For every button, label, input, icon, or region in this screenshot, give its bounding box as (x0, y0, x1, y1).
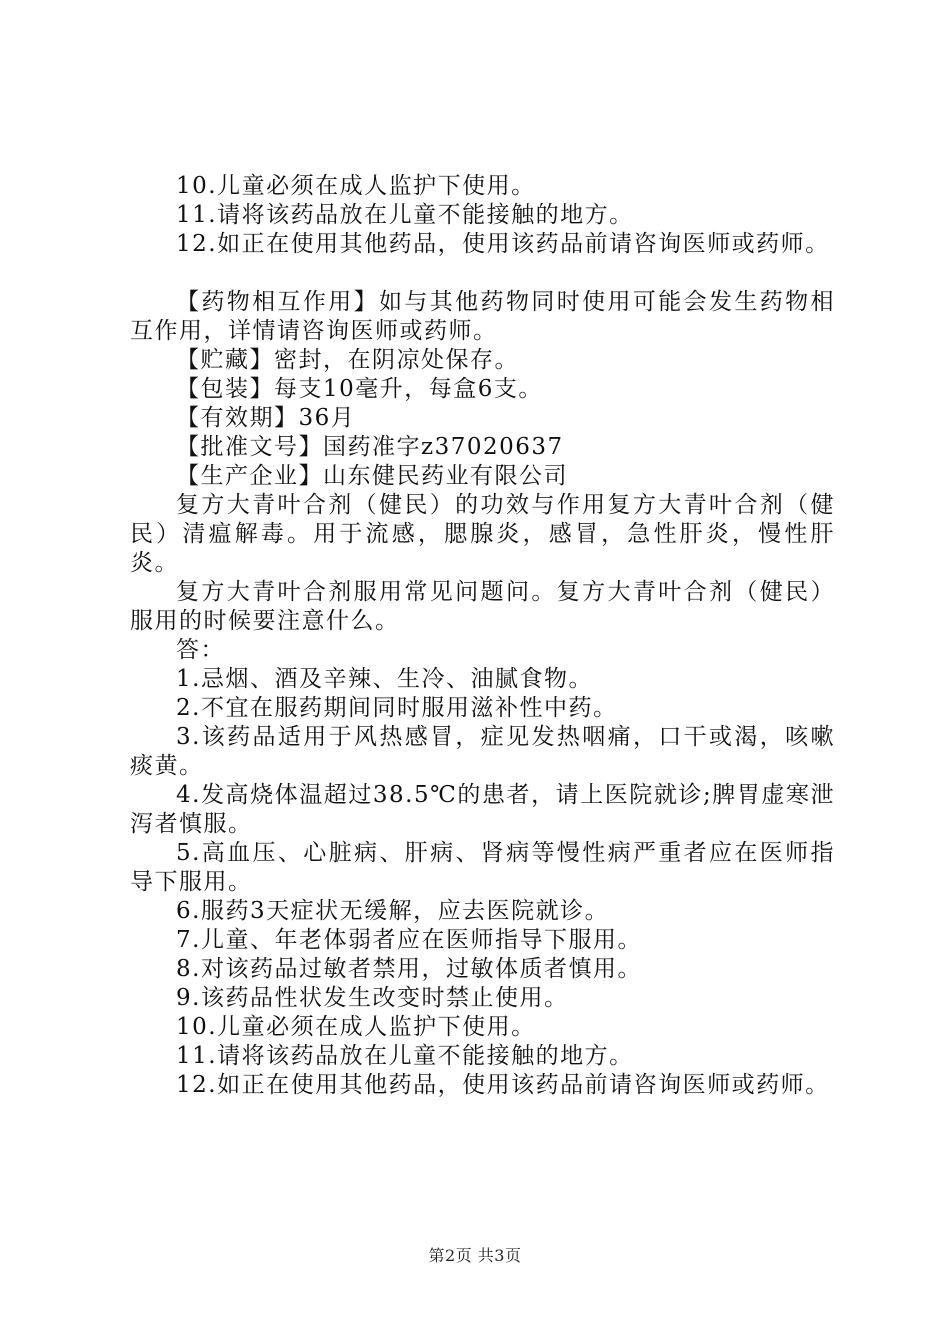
validity-line: 【有效期】36月 (176, 405, 356, 431)
list-item: 12.如正在使用其他药品，使用该药品前请咨询医师或药师。 (176, 1072, 830, 1098)
list-item: 2.不宜在服药期间同时服用滋补性中药。 (176, 695, 618, 721)
list-item: 11.请将该药品放在儿童不能接触的地方。 (176, 1043, 634, 1069)
list-item: 10.儿童必须在成人监护下使用。 (176, 1014, 536, 1040)
document-body (130, 172, 835, 1100)
approval-number-line: 【批准文号】国药准字z37020637 (176, 434, 564, 460)
list-item: 9.该药品性状发生改变时禁止使用。 (176, 985, 569, 1011)
list-item: 8.对该药品过敏者禁用，过敏体质者慎用。 (176, 956, 642, 982)
list-item: 1.忌烟、酒及辛辣、生冷、油腻食物。 (176, 666, 593, 692)
storage-line: 【贮藏】密封，在阴凉处保存。 (176, 347, 519, 373)
page-number: 第2页 共3页 (428, 1246, 522, 1265)
faq-question: 复方大青叶合剂服用常见问题问。复方大青叶合剂（健民）服用的时候要注意什么。 (130, 579, 835, 634)
list-item: 4.发高烧体温超过38.5℃的患者，请上医院就诊;脾胃虚寒泄泻者慎服。 (130, 782, 835, 837)
list-item: 5.高血压、心脏病、肝病、肾病等慢性病严重者应在医师指导下服用。 (130, 840, 835, 895)
list-item: 12.如正在使用其他药品，使用该药品前请咨询医师或药师。 (176, 231, 830, 257)
package-line: 【包装】每支10毫升，每盒6支。 (176, 376, 543, 402)
list-item: 10.儿童必须在成人监护下使用。 (176, 173, 536, 199)
list-item: 3.该药品适用于风热感冒，症见发热咽痛，口干或渴，咳嗽痰黄。 (130, 724, 835, 779)
list-item: 6.服药3天症状无缓解，应去医院就诊。 (176, 898, 610, 924)
efficacy-paragraph: 复方大青叶合剂（健民）的功效与作用复方大青叶合剂（健民）清瘟解毒。用于流感，腮腺炎，感冒，急性肝炎，慢性肝炎。 (130, 492, 835, 576)
drug-interaction-paragraph: 【药物相互作用】如与其他药物同时使用可能会发生药物相互作用，详情请咨询医师或药师。 (130, 289, 835, 344)
manufacturer-line: 【生产企业】山东健民药业有限公司 (176, 463, 568, 489)
answer-label: 答： (176, 637, 225, 663)
list-item: 7.儿童、年老体弱者应在医师指导下服用。 (176, 927, 642, 953)
list-item: 11.请将该药品放在儿童不能接触的地方。 (176, 202, 634, 228)
